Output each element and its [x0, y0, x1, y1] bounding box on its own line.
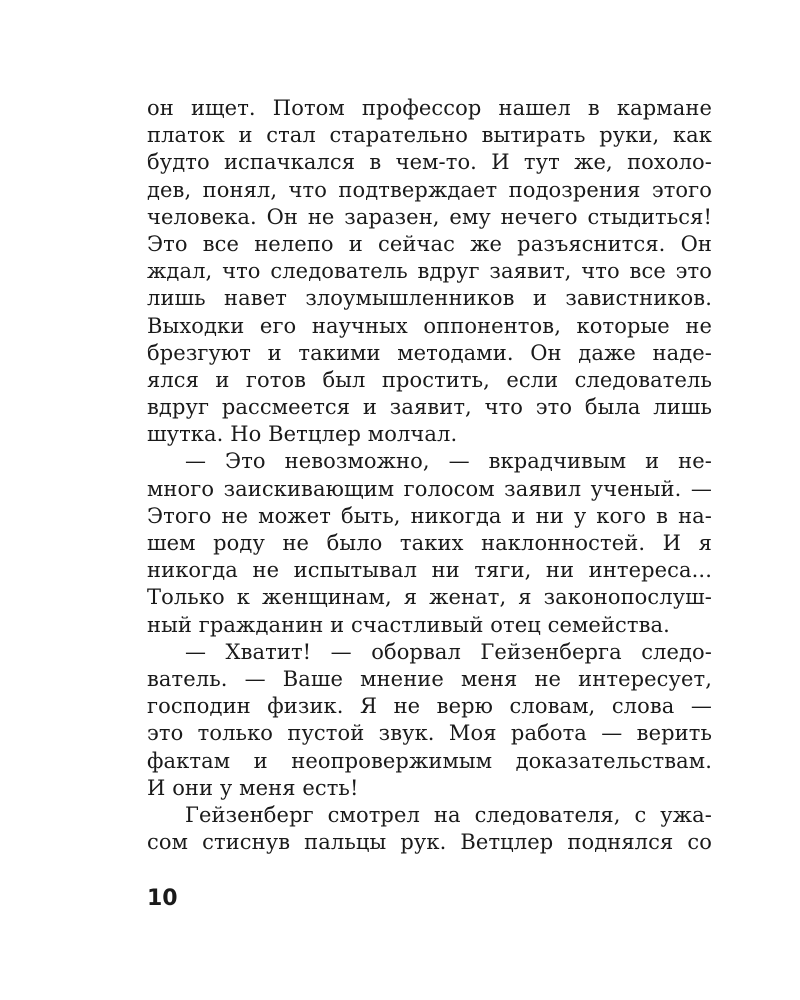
text-line: Гейзенберг смотрел на следователя, с ужа- — [185, 802, 712, 827]
text-line: И они у меня есть! — [147, 775, 359, 800]
text-line: будто испачкался в чем-то. И тут же, похоло- — [147, 150, 712, 175]
text-line: Это все нелепо и сейчас же разъяснится. Он — [147, 231, 712, 256]
text-line: человека. Он не заразен, ему нечего стыдиться! — [147, 204, 712, 229]
page-number: 10 — [147, 886, 178, 911]
text-line: фактам и неопровержимым доказательствам. — [147, 748, 712, 773]
text-line: господин физик. Я не верю словам, слова — — [147, 694, 712, 719]
paragraph — [147, 639, 712, 802]
text-line: ялся и готов был простить, если следователь — [147, 367, 712, 392]
body-text — [147, 95, 712, 856]
paragraph — [147, 95, 712, 448]
text-line: это только пустой звук. Моя работа — верить — [147, 721, 712, 746]
text-line: платок и стал старательно вытирать руки, как — [147, 123, 712, 148]
text-line: шутка. Но Ветцлер молчал. — [147, 422, 458, 447]
text-line: ватель. — Ваше мнение меня не интересует, — [147, 666, 712, 691]
text-line: никогда не испытывал ни тяги, ни интереса... — [147, 558, 712, 583]
text-line: ждал, что следователь вдруг заявит, что все это — [147, 259, 712, 284]
text-line: — Это невозможно, — вкрадчивым и не- — [185, 449, 712, 474]
text-line: Только к женщинам, я женат, я законопослуш- — [147, 585, 712, 610]
text-line: шем роду не было таких наклонностей. И я — [147, 531, 712, 555]
text-line: брезгуют и такими методами. Он даже наде- — [147, 340, 712, 365]
paragraph — [147, 802, 712, 856]
text-line: сом стиснув пальцы рук. Ветцлер поднялся со — [147, 830, 712, 855]
paragraph — [147, 448, 712, 638]
text-line: вдруг рассмеется и заявит, что это была лишь — [147, 395, 712, 420]
text-line: Выходки его научных оппонентов, которые не — [147, 313, 712, 338]
text-line: он ищет. Потом профессор нашел в кармане — [147, 96, 712, 120]
text-line: лишь навет злоумышленников и завистников. — [147, 286, 712, 311]
text-line: дев, понял, что подтверждает подозрения этого — [147, 177, 712, 202]
text-line: — Хватит! — оборвал Гейзенберга следо- — [185, 639, 712, 664]
text-line: Этого не может быть, никогда и ни у кого в на- — [147, 503, 712, 528]
text-line: много заискивающим голосом заявил ученый. — — [147, 476, 712, 501]
text-line: ный гражданин и счастливый отец семейства. — [147, 612, 670, 637]
